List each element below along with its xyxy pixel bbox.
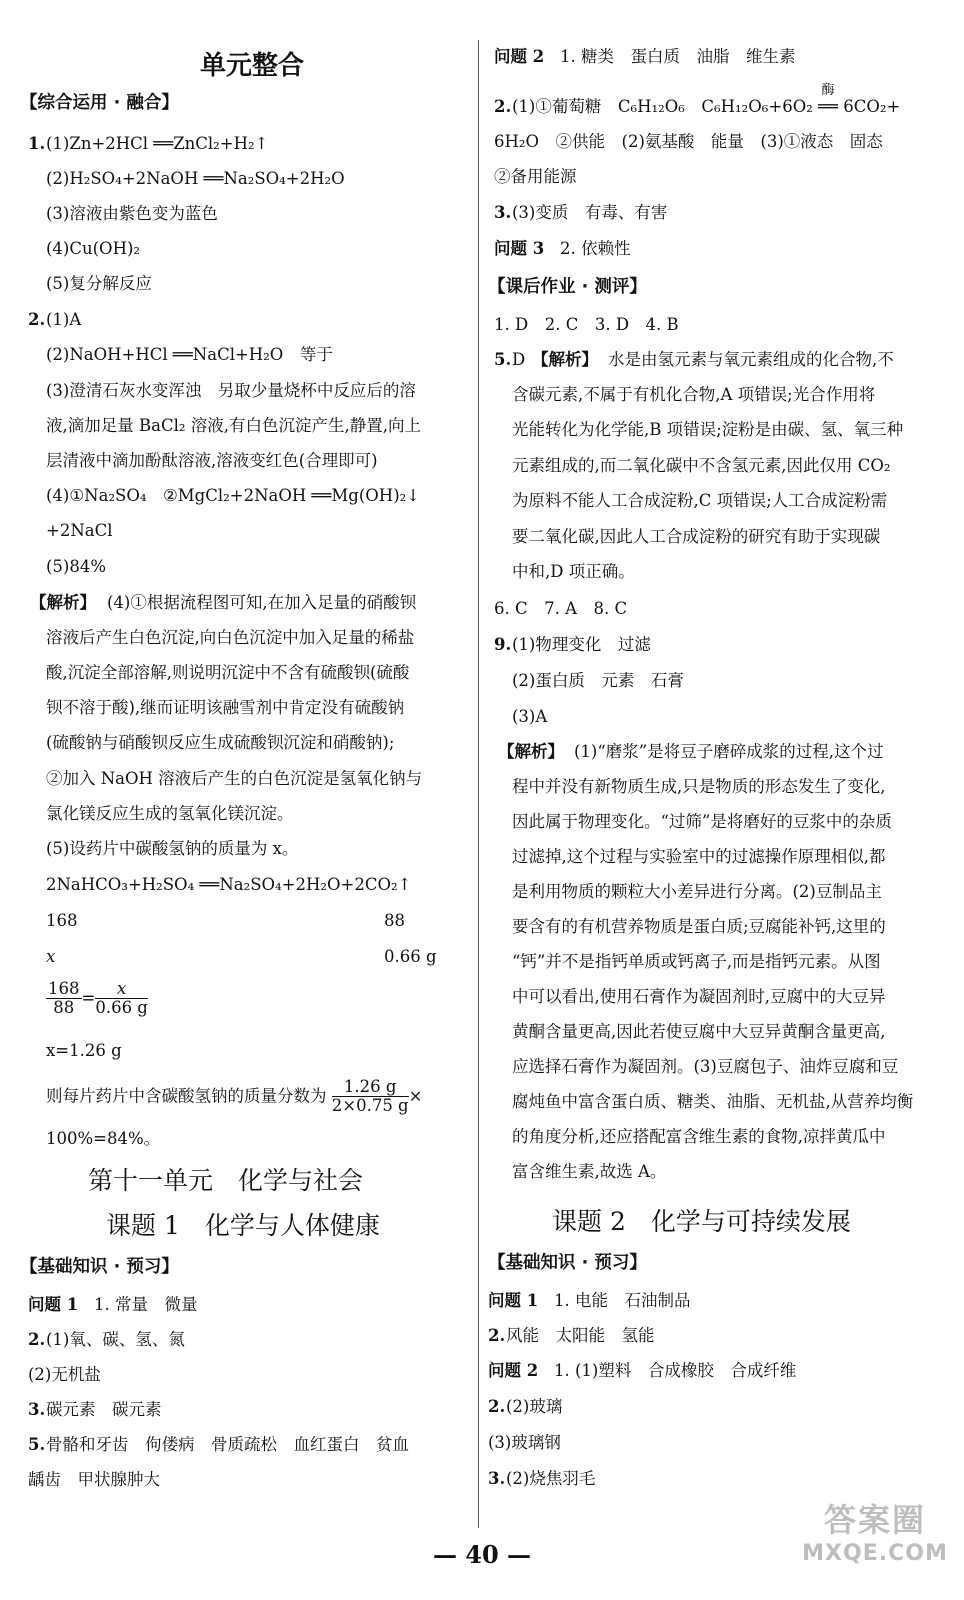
homework-9-answer-3: (3)A — [512, 707, 548, 726]
homework-6-to-8: 6. C 7. A 8. C — [494, 599, 628, 618]
basic-5-number: 5. — [28, 1435, 46, 1454]
q2-answer-5: (5)84% — [46, 557, 107, 576]
problem-2-answer-3: (3)变质 有毒、有害 — [512, 203, 668, 222]
problem-1-answer: 1. 常量 微量 — [94, 1295, 198, 1314]
homework-5-analysis-label: 【解析】 — [532, 350, 598, 369]
homework-9-answer-1: (1)物理变化 过滤 — [512, 635, 651, 654]
calc-percentage-result: 100%=84%。 — [46, 1129, 161, 1148]
fraction-denominator: 0.66 g — [95, 998, 148, 1017]
homework-9-analysis-line13: 富含维生素,故选 A。 — [512, 1162, 667, 1181]
homework-9-analysis-label: 【解析】 — [498, 742, 564, 761]
fraction-denominator: 2×0.75 g — [331, 1096, 409, 1115]
analysis-line-5: (硫酸钠与硝酸钡反应生成硫酸钡沉淀和硝酸钠); — [46, 733, 395, 752]
section-homework: 【课后作业 · 测评】 — [488, 277, 647, 297]
q1-number: 1. — [28, 134, 46, 153]
problem-2-answer-2-number: 2. — [494, 97, 512, 116]
problem-3-answer: 2. 依赖性 — [560, 239, 631, 258]
calc-co2-mass: 0.66 g — [384, 947, 437, 966]
homework-9-analysis-line2: 程中并没有新物质生成,只是物质的形态发生了变化, — [512, 777, 886, 796]
analysis-line-2: 溶液后产生白色沉淀,向白色沉淀中加入足量的稀盐 — [46, 628, 415, 647]
watermark-url: MXQE.COM — [802, 1541, 948, 1566]
page-number: — 40 — — [432, 1540, 532, 1569]
lesson-2-title: 课题 2 化学与可持续发展 — [552, 1207, 851, 1236]
calc-molar-mass-2: 88 — [384, 911, 405, 930]
proportion-right-fraction — [95, 980, 148, 1017]
lesson2-problem-1-label: 问题 1 — [488, 1291, 539, 1310]
homework-9-analysis-line1: (1)“磨浆”是将豆子磨碎成浆的过程,这个过 — [574, 742, 884, 761]
problem-2-answer-2-line2: 6H₂O ②供能 (2)氨基酸 能量 (3)①液态 固态 — [494, 132, 883, 151]
calc-result: x=1.26 g — [46, 1041, 122, 1060]
calc-unknown-x: x — [46, 947, 56, 966]
times-sign: × — [408, 1086, 423, 1106]
lesson2-problem-2-3-answer: (3)玻璃钢 — [488, 1433, 561, 1452]
unit-11-title: 第十一单元 化学与社会 — [88, 1166, 364, 1195]
lesson-1-title: 课题 1 化学与人体健康 — [106, 1211, 380, 1240]
q1-answer-4: (4)Cu(OH)₂ — [46, 239, 141, 258]
homework-1-to-4: 1. D 2. C 3. D 4. B — [494, 315, 679, 334]
homework-5-analysis-line7: 中和,D 项正确。 — [512, 562, 635, 581]
analysis-line-7: 氯化镁反应生成的氢氧化镁沉淀。 — [46, 804, 294, 823]
percentage-text: 则每片药片中含碳酸氢钠的质量分数为 — [46, 1086, 327, 1106]
homework-9-analysis-line3: 因此属于物理变化。“过筛”是将磨好的豆浆中的杂质 — [512, 812, 892, 831]
homework-9-analysis-line11: 腐炖鱼中富含蛋白质、糖类、油脂、无机盐,从营养均衡 — [512, 1092, 914, 1111]
basic-3-answer: 碳元素 碳元素 — [46, 1400, 162, 1419]
proportion-left-fraction — [46, 980, 82, 1017]
problem-2-answer-2-line3: ②备用能源 — [494, 167, 577, 186]
enzyme-label: 酶 — [821, 83, 835, 98]
homework-9-analysis-line7: “钙”并不是指钙单质或钙离子,而是指钙元素。从图 — [512, 952, 881, 971]
homework-5-analysis-line2: 含碳元素,不属于有机化合物,A 项错误;光合作用将 — [512, 385, 876, 404]
column-divider — [478, 40, 479, 1528]
homework-5-analysis-line5: 为原料不能人工合成淀粉,C 项错误;人工合成淀粉需 — [512, 491, 888, 510]
analysis-line-3: 酸,沉淀全部溶解,则说明沉淀中不含有硫酸钡(硫酸 — [46, 663, 410, 682]
fraction-numerator: 168 — [48, 979, 80, 998]
problem-2-answer-2 — [512, 83, 901, 118]
basic-2-answer-2: (2)无机盐 — [28, 1365, 101, 1384]
problem-2-label: 问题 2 — [494, 47, 545, 66]
lesson2-problem-2-label: 问题 2 — [488, 1361, 539, 1380]
homework-9-analysis-line4: 过滤掉,这个过程与实验室中的过滤操作原理相似,都 — [512, 847, 886, 866]
homework-9-analysis-line9: 黄酮含量更高,因此若使豆腐中大豆异黄酮含量更高, — [512, 1022, 886, 1041]
unit-summary-title: 单元整合 — [200, 51, 305, 81]
homework-5-analysis-line6: 要二氧化碳,因此人工合成淀粉的研究有助于实现碳 — [512, 527, 881, 546]
lesson2-problem-1-answer: 1. 电能 石油制品 — [554, 1291, 691, 1310]
homework-9-analysis-line10: 应选择石膏作为凝固剂。(3)豆腐包子、油炸豆腐和豆 — [512, 1057, 899, 1076]
watermark-text: 答案圈 — [823, 1501, 926, 1539]
homework-9-analysis-line8: 中可以看出,使用石膏作为凝固剂时,豆腐中的大豆异 — [512, 987, 886, 1006]
homework-9-answer-2: (2)蛋白质 元素 石膏 — [512, 671, 684, 690]
lesson2-2-number: 2. — [488, 1326, 506, 1345]
homework-5-number: 5. — [494, 350, 512, 369]
watermark-logo — [800, 1500, 950, 1568]
analysis-label: 【解析】 — [30, 593, 96, 612]
basic-2-answer-1: (1)氧、碳、氢、氮 — [46, 1330, 185, 1349]
lesson2-problem-2-answer: 1. (1)塑料 合成橡胶 合成纤维 — [554, 1361, 797, 1380]
homework-5-analysis-line3: 光能转化为化学能,B 项错误;淀粉是由碳、氢、氧三种 — [512, 420, 904, 439]
homework-9-analysis-line12: 的角度分析,还应搭配富含维生素的食物,凉拌黄瓜中 — [512, 1127, 886, 1146]
equation-reactants: (1)①葡萄糖 C₆H₁₂O₆ C₆H₁₂O₆+6O₂ — [512, 97, 813, 116]
equals-sign: = — [81, 988, 96, 1008]
q1-answer-3: (3)溶液由紫色变为蓝色 — [46, 204, 218, 223]
basic-3-number: 3. — [28, 1400, 46, 1419]
analysis-line-1: (4)①根据流程图可知,在加入足量的硝酸钡 — [107, 593, 417, 612]
problem-1-label: 问题 1 — [28, 1295, 79, 1314]
basic-5-answer-line2: 龋齿 甲状腺肿大 — [28, 1470, 160, 1489]
calc-molar-mass-1: 168 — [46, 911, 78, 930]
problem-2-answer-3-number: 3. — [494, 203, 512, 222]
q2-answer-1: (1)A — [46, 310, 82, 329]
fraction-denominator: 88 — [53, 998, 75, 1017]
q1-answer-5: (5)复分解反应 — [46, 274, 152, 293]
q2-answer-3-line1: (3)澄清石灰水变浑浊 另取少量烧杯中反应后的溶 — [46, 381, 416, 400]
q2-answer-3-line2: 液,滴加足量 BaCl₂ 溶液,有白色沉淀产生,静置,向上 — [46, 416, 421, 435]
fraction-numerator: x — [95, 980, 148, 999]
homework-5-answer: D — [512, 350, 526, 369]
q2-number: 2. — [28, 310, 46, 329]
q2-answer-2: (2)NaOH+HCl ══NaCl+H₂O 等于 — [46, 345, 333, 364]
basic-5-answer: 骨骼和牙齿 佝偻病 骨质疏松 血红蛋白 贫血 — [46, 1435, 409, 1454]
problem-3-label: 问题 3 — [494, 239, 545, 258]
equation-products: 6CO₂+ — [843, 97, 901, 116]
calc-setup: (5)设药片中碳酸氢钠的质量为 x。 — [46, 839, 299, 858]
homework-9-analysis-line5: 是利用物质的颗粒大小差异进行分离。(2)豆制品主 — [512, 882, 882, 901]
homework-9-analysis-line6: 要含有的有机营养物质是蛋白质;豆腐能补钙,这里的 — [512, 917, 886, 936]
homework-9-number: 9. — [494, 635, 512, 654]
q2-answer-4-line1: (4)①Na₂SO₄ ②MgCl₂+2NaOH ══Mg(OH)₂↓ — [46, 486, 421, 505]
problem-2-answer-1: 1. 糖类 蛋白质 油脂 维生素 — [560, 47, 796, 66]
lesson2-problem-2-2-number: 2. — [488, 1397, 506, 1416]
section-comprehensive: 【综合运用 · 融合】 — [20, 93, 179, 113]
q2-answer-3-line3: 层清液中滴加酚酞溶液,溶液变红色(合理即可) — [46, 451, 378, 470]
lesson2-2-answer: 风能 太阳能 氢能 — [506, 1326, 655, 1345]
calc-proportion — [46, 980, 148, 1017]
section-basic-knowledge: 【基础知识 · 预习】 — [20, 1257, 179, 1277]
enzyme-arrow: 酶 ══ — [818, 96, 838, 118]
calc-equation: 2NaHCO₃+H₂SO₄ ══Na₂SO₄+2H₂O+2CO₂↑ — [46, 875, 412, 894]
q2-answer-4-line2: +2NaCl — [46, 521, 113, 540]
q1-answer-2: (2)H₂SO₄+2NaOH ══Na₂SO₄+2H₂O — [46, 169, 345, 188]
fraction-numerator: 1.26 g — [332, 1078, 409, 1097]
lesson2-problem-2-4-number: 3. — [488, 1469, 506, 1488]
calc-percentage — [46, 1078, 422, 1115]
q1-answer-1: (1)Zn+2HCl ══ZnCl₂+H₂↑ — [46, 134, 269, 153]
lesson2-problem-2-4-answer: (2)烧焦羽毛 — [506, 1469, 596, 1488]
lesson2-problem-2-2-answer: (2)玻璃 — [506, 1397, 563, 1416]
analysis-line-4: 钡不溶于酸),继而证明该融雪剂中肯定没有硫酸钠 — [46, 698, 405, 717]
basic-2-number: 2. — [28, 1330, 46, 1349]
analysis-line-6: ②加入 NaOH 溶液后产生的白色沉淀是氢氧化钠与 — [46, 769, 423, 788]
homework-5-analysis-line4: 元素组成的,而二氧化碳中不含氢元素,因此仅用 CO₂ — [512, 456, 891, 475]
homework-5-analysis-line1: 水是由氢元素与氧元素组成的化合物,不 — [608, 350, 894, 369]
percentage-fraction — [332, 1078, 409, 1115]
section-basic-knowledge-2: 【基础知识 · 预习】 — [488, 1253, 647, 1273]
